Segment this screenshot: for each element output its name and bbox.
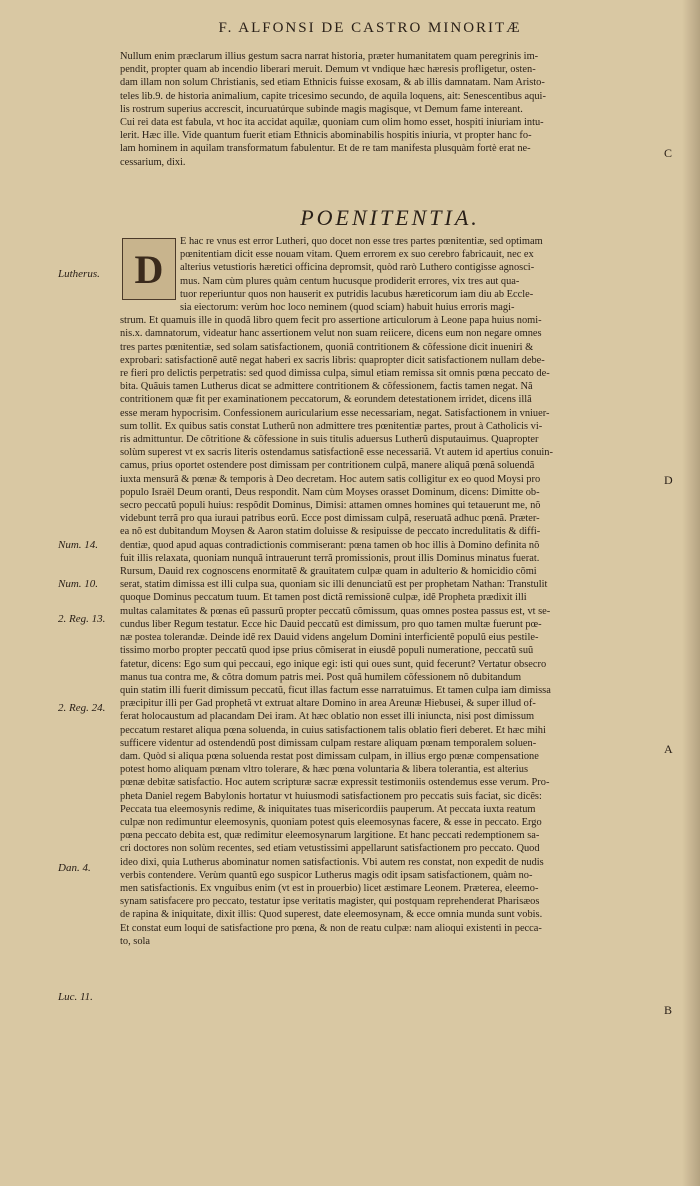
decorated-initial: D: [122, 238, 176, 300]
text-line: peccatum restaret aliqua pœna soluenda, in cuius satisfactionem talis oblatio fieri deberet. Et hæc mihi: [120, 724, 546, 736]
text-line: potest homo aliquam pœnam vltro tolerare, & hæc pœna voluntaria & libera tolerantia, est alterius: [120, 764, 529, 776]
text-line: multas calamitates & pœnas eũ passurũ propter peccatũ cõmissum, quas omnes postea passus est, vt se-: [120, 605, 551, 617]
text-line: cundus liber Regum testatur. Ecce hic Dauid peccatũ est dimissum, pro quo tamen multæ fuerunt pœ-: [120, 618, 542, 630]
text-line: ideo dixi, quia Lutherus abominatur nomen satisfactionis. Vbi autem res constat, non expedit de nudis: [120, 856, 544, 868]
text-line: populo Israël Deum oranti, Deus respondit. Nam cùm Moyses orasset Dominum, dicens: Dimitte ob-: [120, 486, 540, 498]
text-line: nis.x. damnatorum, videatur hanc assertionem velut non suam reiicere, dicens eum non negare omnes: [120, 328, 542, 340]
text-line: pœnæ debitæ satisfactio. Hoc autem scripturæ sacræ expressit testimoniis ostendemus esse verum. Pro-: [120, 777, 550, 789]
intro-paragraph: [120, 50, 660, 169]
margin-note-luc11: Luc. 11.: [58, 991, 93, 1003]
margin-note-num10: Num. 10.: [58, 578, 99, 590]
text-line: tres partes pœnitentiæ, sed solam satisfactionem, quoniã contritionem & cõfessione dicit inueniri &: [120, 341, 534, 353]
text-line: præcipitur illi per Gad prophetã vt extruat altare Domino in area Areunæ Hiebusei, & super illud of-: [120, 698, 536, 710]
text-line: quoque Dominus peccatum tuum. Et tamen post dictã remissionẽ culpæ, idẽ Propheta prædixit illi: [120, 592, 527, 604]
text-line: re fieri pro delictis perpetratis: sed quod dimissa culpa, simul etiam remissa sit omnis pœna peccato de-: [120, 368, 550, 380]
text-line: ferat holocaustum ad placandam Dei iram. At hæc oblatio non esset illi iniuncta, nisi post dimissum: [120, 711, 535, 723]
margin-note-reg24: 2. Reg. 24.: [58, 702, 106, 714]
margin-note-dan4: Dan. 4.: [58, 862, 91, 874]
text-line: synam satisfacere pro peccato, testatur ipse veritatis magister, qui postquam reprehenderat Pharisæos: [120, 896, 540, 908]
text-line: lam hominem in aquilam transformatum fabulentur. Et de re tam manifesta plusquàm fortè erat ne-: [120, 143, 531, 155]
text-line: contritionem quæ fit per examinationem peccatorum, & eorundem detestationem irridet, dicens illã: [120, 394, 532, 406]
text-line: verbis contendere. Verùm quantũ ego suspicor Lutherus magis odit ipsam satisfactionem, quàm no-: [120, 869, 533, 881]
text-line: exprobari: satisfactionẽ autẽ negat haberi ex sacris libris: quapropter dicit satisfactionem nullam debe-: [120, 354, 545, 366]
margin-note-lutherus: Lutherus.: [58, 268, 100, 280]
text-line: solùm superest vt ex sacris literis ostendamus satisfactionẽ esse necessariã. Vt autem id apertius conuin-: [120, 447, 553, 459]
text-line: Rursum, Dauid rex cognoscens enormitatẽ & grauitatem culpæ quam in adulterio & homicidio cõmi: [120, 566, 537, 578]
page-edge-shadow: [682, 0, 700, 1186]
text-line: mus. Nam cùm plures quàm centum hucusque prodiderit errores, vix tres aut qua-: [180, 275, 520, 287]
text-line: videbunt terrã pro qua iuraui patribus eorũ. Ecce post dimissam culpã, reseruatã adhuc pœnã. Præter-: [120, 513, 540, 525]
text-line: lis rostrum superius accrescit, incuruatúrque subinde magis magisque, vt Demum fame intereant.: [120, 103, 523, 115]
text-line: quin statim illi fuerit dimissum peccatũ, ficut illas factum esse narratuimus. Et tamen culpa iam dimissa: [120, 684, 551, 696]
text-line: lerit. Hæc ille. Vide quantum fuerit etiam Ethnicis abominabilis hospitis iniuria, vt propter hanc fo-: [120, 130, 532, 142]
margin-note-reg13: 2. Reg. 13.: [58, 613, 106, 625]
text-line: sia eiectorum: verùm hoc loco neminem (quod sciam) habuit huius erroris magi-: [180, 302, 515, 314]
text-line: culpæ non redimuntur eleemosynis, quoniam potest quis eleemosynas facere, & esse in peccato. Ergo: [120, 816, 542, 828]
text-line: tissimo morbo propter peccatũ quod ipse prius cõmiserat in eiusdẽ populi numeratione, peccatũ suũ: [120, 645, 534, 657]
side-letter-b: B: [664, 1003, 673, 1017]
text-line: pendit, propter quam ab incendio liberari meruit. Demum vt vndique hæc hæresis profligetur, osten-: [120, 64, 536, 76]
text-line: dentiæ, quod apud aquas contradictionis commiserant: pœna tamen ob hoc illis à Domino definita nõ: [120, 539, 540, 551]
text-line: Nullum enim præclarum illius gestum sacra narrat historia, præter humanitatem quam peregrinis im-: [120, 51, 539, 62]
text-line: alterius vetustioris hæretici officina depromsit, quòd rarò Luthero contigisse agnosci-: [180, 262, 535, 274]
margin-note-num14: Num. 14.: [58, 539, 99, 551]
text-line: pheta Daniel regem Babylonis hortatur vt huiusmodi satisfactionem pro peccatis suis faciat, sic dicẽs:: [120, 790, 542, 802]
text-line: næ postea tolerandæ. Deinde idẽ rex Dauid videns angelum Domini interficientẽ populũ eius pestile-: [120, 632, 539, 644]
text-line: dam illam non solum Christianis, sed etiam Ethnicis fuisse exosam, & ab illis damnatam. Nam Aristo-: [120, 77, 545, 89]
text-line: de rapina & iniquitate, dixit illis: Quod superest, date eleemosynam, & ecce omnia munda sunt vobis.: [120, 909, 543, 921]
side-letter-d: D: [664, 473, 673, 487]
text-line: Peccata tua eleemosynis redime, & iniquitates tuas misericordiis pauperum. At peccata iuxta reatum: [120, 803, 536, 815]
running-header: F. ALFONSI DE CASTRO MINORITÆ: [218, 20, 522, 36]
main-paragraph: [120, 235, 660, 948]
text-line: cri doctores non solùm recentes, sed etiam vetustissimi appellarunt satisfactionem pro peccato. Quod: [120, 843, 540, 855]
text-line: men satisfactionis. Ex vnguibus enim (vt est in prouerbio) licet æstimare Leonem. Præterea, eleemo-: [120, 882, 539, 894]
text-line: Et constat eum loqui de satisfactione pro pœna, & non de reatu culpæ: nam alioqui existenti in pecca-: [120, 922, 542, 934]
text-line: fuit illis relaxata, quoniam nunquã intrauerunt terrã promissionis, prout illis Dominus minatus fuerat.: [120, 552, 540, 564]
text-line: esse meram hypocrisim. Confessionem auricularium esse necessariam, negat. Satisfactionem in vniuer-: [120, 407, 550, 419]
text-line: teles lib.9. de historia animalium, capite tricesimo secundo, de aquila loquens, ait: Senescentibus aqui-: [120, 90, 546, 102]
text-line: strum. Et quamuis ille in quodã libro quem fecit pro assertione articulorum à Leone papa huius nomi-: [120, 315, 542, 327]
text-line: to, sola: [120, 935, 151, 947]
text-line: sum tollit. Ex quibus satis constat Lutherũ non admittere tres pœnitentiæ partes, prout à Catholicis vi-: [120, 420, 543, 432]
text-line: serat, statim dimissa est illi culpa sua, quoniam sic illi denunciatũ est per prophetam Nathan: Transtulit: [120, 579, 548, 591]
text-line: tuor reperiuntur quos non hauserit ex putridis lacubus hæreticorum iam diu ab Eccle-: [180, 288, 534, 300]
text-line: bita. Quãuis tamen Lutherus dicat se admittere contritionem & cõfessionem, factis tamen negat. Nã: [120, 381, 533, 393]
text-line: ea nõ est dubitandum Moysen & Aaron statim doluisse & resipuisse de peccato incredulitatis & diffi-: [120, 526, 541, 538]
text-line: fatetur, dicens: Ego sum qui peccaui, ego inique egi: isti qui oues sunt, quid fecerunt? Vertatur obsecro: [120, 658, 547, 670]
side-letter-a: A: [664, 742, 673, 756]
side-letter-c: C: [664, 146, 673, 160]
text-line: pœnitentiam dicit esse nouam vitam. Quem errorem ex suo cerebro fabricauit, nec ex: [180, 249, 534, 261]
text-line: manus tua contra me, & cõtra domum patris mei. Post quã humilem cõfessionem nõ dubitandum: [120, 671, 522, 683]
text-line: cessarium, dixi.: [120, 156, 186, 168]
text-line: Cui rei data est fabula, vt hoc ita accidat aquilæ, quoniam cum olim homo esset, hospiti iniuriam intu-: [120, 117, 544, 129]
text-line: iuxta mensurã & pœnæ & temporis à Deo decretam. Hoc autem satis colligitur ex eo quod Moysi pro: [120, 473, 541, 485]
text-line: pœna peccato debita est, quæ redimitur eleemosynarum largitione. Et hanc peccati redemptionem sa-: [120, 830, 540, 842]
text-line: dam. Quòd si aliqua pœna soluenda restat post dimissam culpam, in illius ergo pœnæ compensatione: [120, 750, 539, 762]
text-line: camus, prius oportet ostendere post dimissam per contritionem culpã, manere aliquã pœnã soluendã: [120, 460, 535, 472]
text-line: ris admittuntur. De cõtritione & cõfessione in suis titulis aduersus Lutherũ disputauimus. Quapropter: [120, 434, 539, 446]
text-line: E hac re vnus est error Lutheri, quo docet non esse tres partes pœnitentiæ, sed optimam: [180, 236, 543, 247]
text-line: sufficere videntur ad ostendendũ post dimissam culpam restare aliquam pœnam temporalem soluen-: [120, 737, 537, 749]
section-title: POENITENTIA.: [300, 205, 480, 230]
text-line: secro peccatũ populi huius: respõdit Dominus, Dimisi: attamen omnes homines qui tetauerunt me, nõ: [120, 500, 541, 512]
